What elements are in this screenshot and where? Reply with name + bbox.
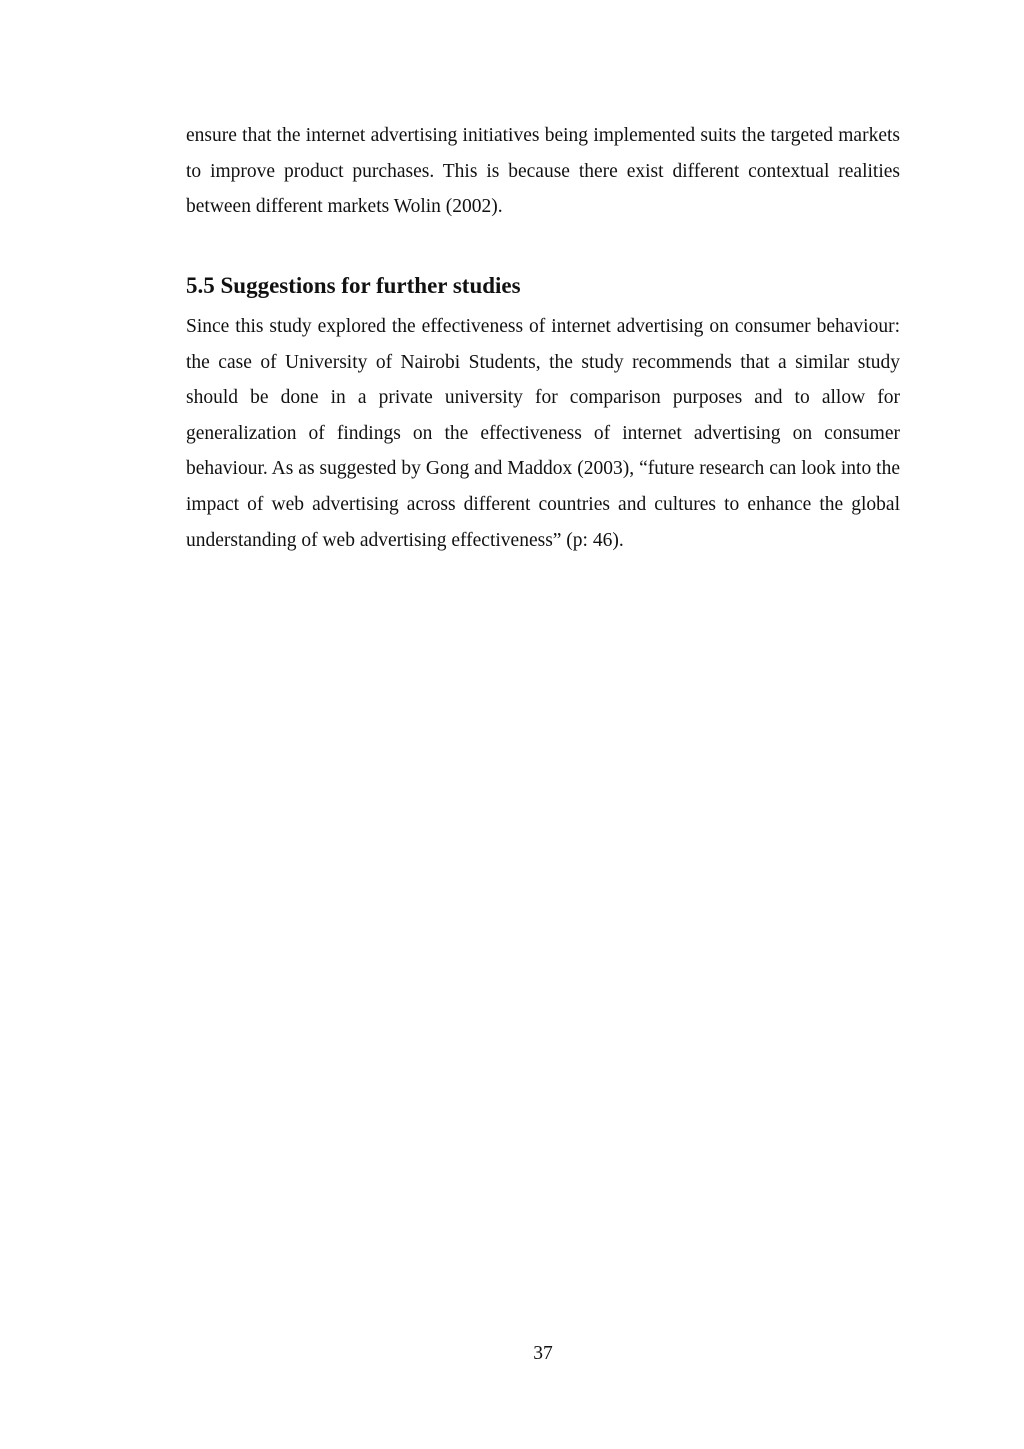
page-number: 37 [533,1343,553,1364]
body-paragraph: ensure that the internet advertising initiatives being implemented suits the targeted markets to improve product purchases. This is because there exist different contextual realities between different markets Wolin (2002). [186,125,900,218]
section-heading: 5.5 Suggestions for further studies [186,273,521,298]
body-paragraph: Since this study explored the effectiveness of internet advertising on consumer behaviour: the case of University of Nairobi Students, the study recommends that a similar study should be done in a private university for comparison purposes and to allow for generalization of findings on the effectiveness of internet advertising on consumer behaviour. As as suggested by Gong and Maddox (2003), “future research can look into the impact of web advertising across different countries and cultures to enhance the global understanding of web advertising effectiveness” (p: 46). [186,316,900,551]
